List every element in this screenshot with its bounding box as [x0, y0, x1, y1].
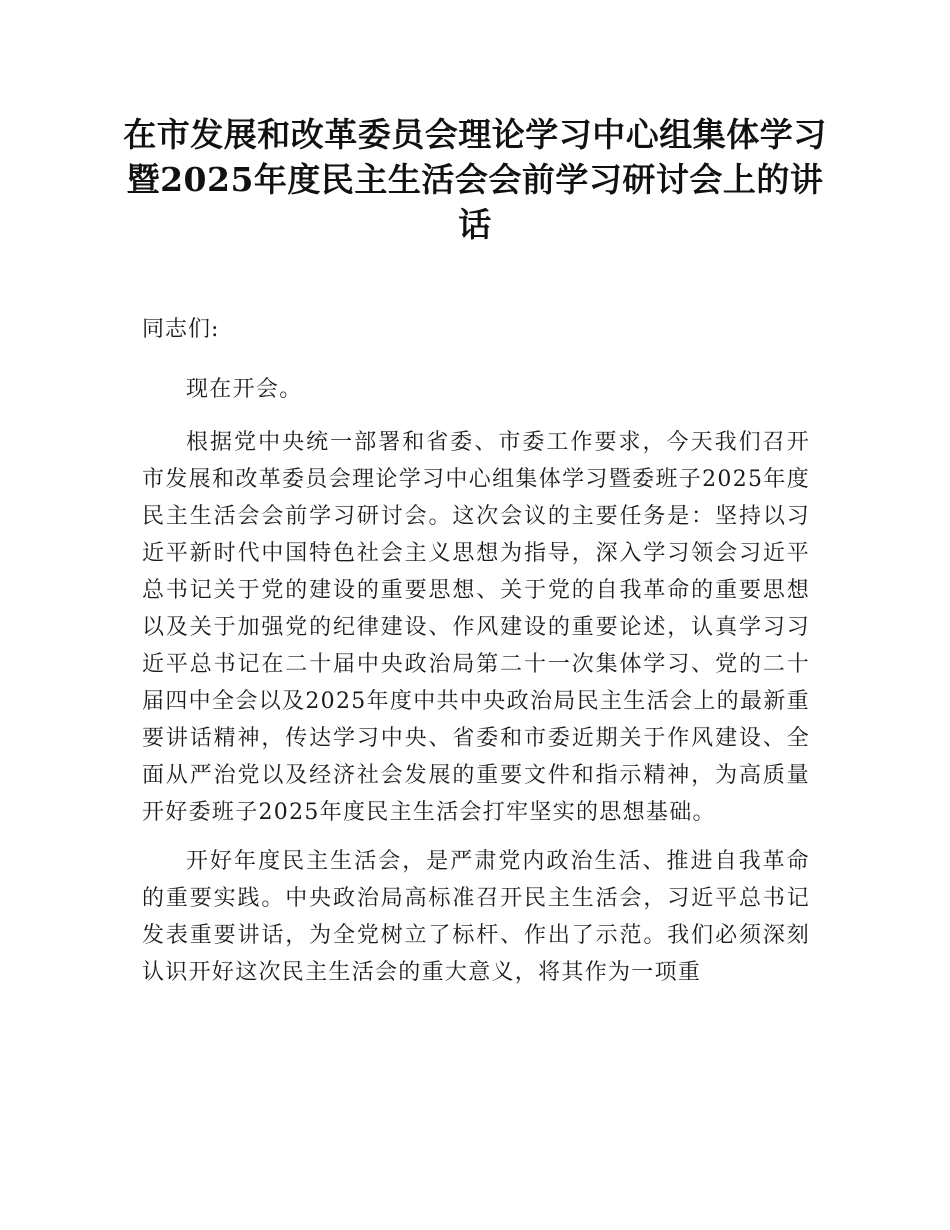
paragraph-opening: 现在开会。 — [186, 377, 303, 402]
paragraph-meeting-tasks: 根据党中央统一部署和省委、市委工作要求，今天我们召开市发展和改革委员会理论学习中心组集体学习暨委班子2025年度民主生活会会前学习研讨会。这次会议的主要任务是：坚持以习近平新时代中国特色社会主义思想为指导，深入学习领会习近平总书记关于党的建设的重要思想、关于党的自我革命的重要思想以及关于加强党的纪律建设、作风建设的重要论述，认真学习习近平总书记在二十届中央政治局第二十一次集体学习、党的二十届四中全会以及2025年度中共中央政治局民主生活会上的最新重要讲话精神，传达学习中央、省委和市委近期关于作风建设、全面从严治党以及经济社会发展的重要文件和指示精神，为高质量开好委班子2025年度民主生活会打牢坚实的思想基础。 — [142, 430, 810, 825]
document-title: 在市发展和改革委员会理论学习中心组集体学习暨2025年度民主生活会会前学习研讨会上的讲话 — [123, 115, 827, 244]
salutation: 同志们: — [142, 317, 220, 342]
paragraph-significance: 开好年度民主生活会，是严肃党内政治生活、推进自我革命的重要实践。中央政治局高标准召开民主生活会，习近平总书记发表重要讲话，为全党树立了标杆、作出了示范。我们必须深刻认识开好这次民主生活会的重大意义，将其作为一项重 — [142, 849, 810, 985]
document-body — [142, 306, 810, 1003]
